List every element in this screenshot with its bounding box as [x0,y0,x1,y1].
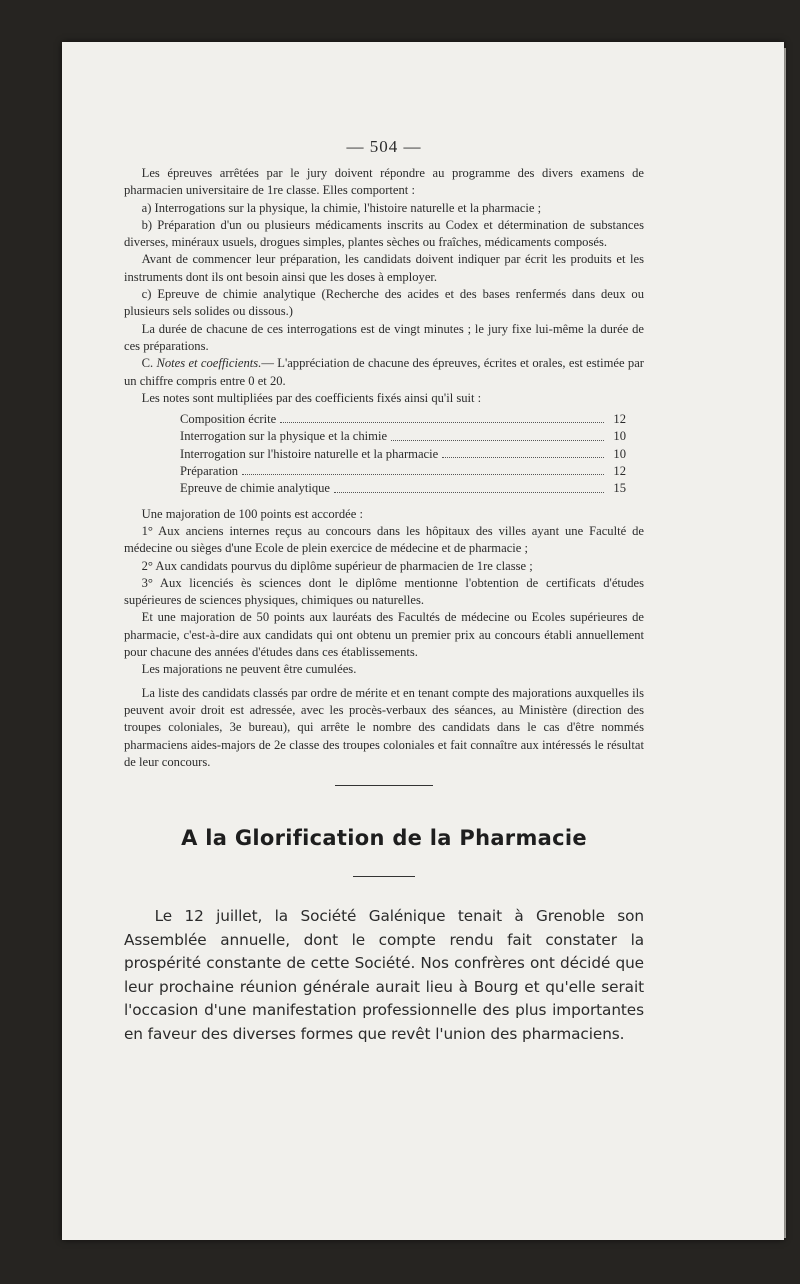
section-divider [335,785,433,786]
notes-heading-paragraph [124,355,644,390]
coefficients-intro: Les notes sont multipliées par des coefficients fixés ainsi qu'il suit : [141,390,482,405]
paragraph: Avant de commencer leur préparation, les candidats doivent indiquer par écrit les produits et les instruments dont ils ont besoin ainsi que les doses à employer. [124,252,644,284]
paragraph: a) Interrogations sur la physique, la chimie, l'histoire naturelle et la pharmacie ; [141,200,542,215]
paragraph: 1° Aux anciens internes reçus au concours dans les hôpitaux des villes ayant une Faculté de médecine ou sièges d'une Ecole de plein exercice de médecine et de pharmacie ; [124,523,644,556]
coefficient-value: 15 [613,481,626,496]
paragraph: c) Epreuve de chimie analytique (Recherche des acides et des bases renfermés dans deux ou plusieurs sels solides ou dissous.) [124,287,644,319]
paragraph: 2° Aux candidats pourvus du diplôme supérieur de pharmacien de 1re classe ; [141,558,533,573]
section-title: A la Glorification de la Pharmacie [181,826,587,851]
notes-heading-rest: — L'appréciation de chacune des épreuves, écrites et orales, est estimée par un chiffre compris entre 0 et 20. [124,356,644,388]
paragraph: Les majorations ne peuvent être cumulées. [141,662,357,677]
coefficient-label: Interrogation sur l'histoire naturelle et la pharmacie [180,446,439,461]
coefficient-row [180,446,626,463]
dot-leader [334,480,604,492]
dot-leader [280,411,604,423]
paragraph: Le 12 juillet, la Société Galénique tenait à Grenoble son Assemblée annuelle, dont le compte rendu fait constater la prospérité constante de cette Société. Nos confrères ont décidé que leur prochaine réunion générale aurait lieu à Bourg et qu'elle serait l'occasion d'une manifestation professionnelle des plus importantes en faveur des diverses formes que revêt l'union des pharmaciens. [124,907,644,1043]
paragraph: Une majoration de 100 points est accordée : [141,506,363,521]
paragraph: La durée de chacune de ces interrogations est de vingt minutes ; le jury fixe lui-même la durée de ces préparations. [124,321,644,353]
notes-heading-prefix: C. [141,356,157,371]
article-text [124,905,644,1046]
coefficients-table [180,411,626,497]
coefficient-value: 12 [613,412,626,427]
paragraph: La liste des candidats classés par ordre de mérite et en tenant compte des majorations auxquelles ils peuvent avoir droit est adressée, avec les procès-verbaux des séances, au Ministère (direction des troupes coloniales, 3e bureau), qui arrête le nombre des candidats dans le cas d'être nommés pharmaciens aides-majors de 2e classe des troupes coloniales et fait connaître aux intéressés le résultat de leur concours. [124,685,644,769]
dot-leader [391,428,604,440]
coefficient-row [180,411,626,428]
coefficient-label: Composition écrite [180,412,277,427]
paragraph: b) Préparation d'un ou plusieurs médicaments inscrits au Codex et détermination de substances diverses, minéraux usuels, drogues simples, plantes sèches ou fraîches, médicaments composés. [124,217,644,250]
page-content [124,137,644,1046]
coefficient-value: 10 [613,429,626,444]
coefficient-value: 10 [613,446,626,461]
paragraph: Et une majoration de 50 points aux lauréats des Facultés de médecine ou Ecoles supérieures de pharmacie, c'est-à-dire aux candidats qui ont obtenu un premier prix au concours établi annuellement pour chacune des années d'études dans ces établissements. [124,610,644,660]
coefficient-row [180,428,626,445]
dot-leader [442,446,604,458]
coefficient-value: 12 [613,464,626,479]
exam-rules-text [124,165,644,771]
coefficient-label: Epreuve de chimie analytique [180,481,331,496]
coefficient-label: Interrogation sur la physique et la chimie [180,429,388,444]
coefficient-row [180,480,626,497]
title-underline [353,876,415,877]
dot-leader [242,463,604,475]
paragraph: 3° Aux licenciés ès sciences dont le diplôme mentionne l'obtention de certificats d'études supérieures de sciences physiques, chimiques ou naturelles. [124,575,644,608]
paragraph: Les épreuves arrêtées par le jury doivent répondre au programme des divers examens de pharmacien universitaire de 1re classe. Elles comportent : [124,166,644,198]
coefficient-label: Préparation [180,464,239,479]
notes-heading: Notes et coefficients. [156,356,262,371]
coefficient-row [180,463,626,480]
page-number: — 504 — [346,137,422,156]
